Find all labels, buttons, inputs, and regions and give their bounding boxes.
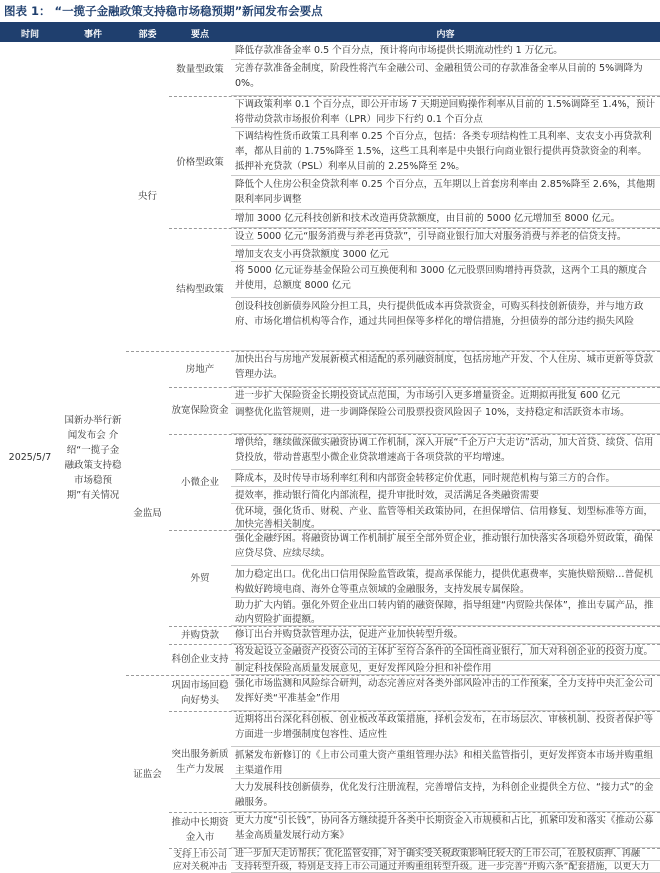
header-point: 要点 — [190, 29, 209, 40]
point-insurance-funds: 放宽保险资金 — [171, 405, 229, 416]
point-structural-policy: 结构型政策 — [176, 284, 224, 295]
header-time: 时间 — [20, 29, 39, 40]
content-line: 加快出台与房地产发展新模式相适配的系列融资制度，包括房地产开发、个人住房、城市更新等贷款管理办法。 — [231, 351, 660, 387]
content-line: 下调政策利率 0.1 个百分点，即公开市场 7 天期逆回购操作利率从目前的 1.5%调降至 1.4%，预计将带动贷款市场报价利率（LPR）同步下行约 0.1 个百分点 — [231, 96, 660, 128]
header-content: 内容 — [436, 29, 455, 40]
point-small-business: 小微企业 — [180, 476, 219, 488]
point-long-term-funds: 推动中长期资金入市 — [171, 817, 229, 843]
content-line: 增加 3000 亿元科技创新和技术改造再贷款额度，由目前的 5000 亿元增加至 8000 亿元。 — [231, 210, 660, 228]
content-line: 增供给，继续做深做实融资协调工作机制，深入开展“千企万户大走访”活动，加大首贷、续贷、信用贷投放，带动普惠型小微企业贷款增速高于各项贷款的平均增速。 — [231, 434, 660, 470]
content-line: 创设科技创新债券风险分担工具，央行提供低成本再贷款资金，可购买科技创新债券，并与地方政府、市场化增信机构等合作，通过共同担保等多样化的增信措施，分担债券的部分违约损失风险 — [231, 298, 660, 351]
content-line: 将 5000 亿元证券基金保险公司互换便利和 3000 亿元股票回购增持再贷款，这两个工具的额度合并使用，总额度 8000 亿元 — [231, 262, 660, 298]
figure-title: “一揽子金融政策支持稳市场稳预期”新闻发布会要点 — [54, 4, 323, 18]
content-line: 设立 5000 亿元“服务消费与养老再贷款”，引导商业银行加大对服务消费与养老的信贷支持。 — [231, 228, 660, 246]
content-line: 更大力度“引长钱”，协同各方继续提升各类中长期资金入市规模和占比，抓紧印发和落实《推动公募基金高质量发展行动方案》 — [231, 812, 660, 848]
content-line: 完善存款准备金制度，阶段性将汽车金融公司、金融租赁公司的存款准备金率从目前的 5%调降为 0%。 — [231, 60, 660, 96]
content-line: 制定科技保险高质量发展意见，更好发挥风险分担和补偿作用 — [231, 661, 660, 675]
policy-table — [0, 42, 660, 873]
content-line: 降低个人住房公积金贷款利率 0.25 个百分点，五年期以上首套房利率由 2.85%降至 2.6%，其他期限利率同步调整 — [231, 176, 660, 210]
content-line: 提效率，推动银行简化内部流程，提升审批时效，灵活满足各类融资需要 — [231, 487, 660, 504]
figure-title-bar — [0, 0, 660, 24]
point-tariff-response: 支持上市公司应对关税冲击 — [172, 849, 227, 872]
table-header — [0, 24, 660, 42]
content-line: 降低存款准备金率 0.5 个百分点，预计将向市场提供长期流动性约 1 万亿元。 — [231, 42, 660, 60]
header-dept: 部委 — [138, 29, 157, 40]
content-line: 将发起设立金融资产投资公司的主体扩至符合条件的全国性商业银行，加大对科创企业的投资力度。 — [231, 644, 660, 661]
point-ma-loans: 并购贷款 — [180, 629, 219, 641]
header-event: 事件 — [83, 29, 102, 40]
content-line: 抓紧发布新修订的《上市公司重大资产重组管理办法》和相关监管指引，更好发挥资本市场并购重组主渠道作用 — [231, 747, 660, 779]
point-tech-support: 科创企业支持 — [171, 654, 229, 665]
figure-label: 图表 1： — [4, 4, 51, 18]
content-line: 支持转型升级，特别是支持上市公司通过并购重组转型升级。进一步完善“并购六条”配套措施，以更大力 — [231, 861, 660, 873]
content-line: 降成本，及时传导市场利率红利和内部资金转移定价优惠，同时规范机构与第三方的合作。 — [231, 470, 660, 487]
dept-csrc: 证监会 — [133, 768, 162, 780]
event-cell: 国新办举行新闻发布会 介绍“一揽子金融政策支持稳市场稳预期”有关情况 — [64, 414, 122, 501]
point-market-stability: 巩固市场回稳向好势头 — [171, 680, 229, 706]
content-line: 调整优化监管规则，进一步调降保险公司股票投资风险因子 10%，支持稳定和活跃资本市场。 — [231, 404, 660, 434]
content-line: 修订出台并购贷款管理办法，促进产业加快转型升级。 — [231, 626, 660, 644]
content-line: 助力扩大内销。强化外贸企业出口转内销的融资保障，指导组建“内贸险共保体”，推出专属产品，推动内贸险扩面提额。 — [231, 598, 660, 626]
dept-pboc: 央行 — [137, 191, 157, 202]
time-cell: 2025/5/7 — [8, 452, 52, 463]
content-line: 大力发展科技创新债券，优化发行注册流程，完善增信支持，为科创企业提供全方位、“接力式”的金融服务。 — [231, 779, 660, 812]
content-line: 进一步扩大保险资金长期投资试点范围，为市场引入更多增量资金。近期拟再批复 600 亿元 — [231, 387, 660, 404]
content-line: 下调结构性货币政策工具利率 0.25 个百分点，包括：各类专项结构性工具利率、支农支小再贷款利率，都从目前的 1.75%降至 1.5%，这些工具利率是中央银行向商业银行提供再贷款资金的利率。抵押补充贷款（PSL）利率从目前的 2.25%降至 2%。 — [231, 128, 660, 176]
dept-nfra: 金监局 — [133, 507, 162, 519]
point-new-productivity: 突出服务新质生产力发展 — [171, 748, 229, 775]
point-price-policy: 价格型政策 — [176, 156, 224, 168]
point-foreign-trade: 外贸 — [190, 572, 210, 584]
content-line: 强化金融纾困。将融资协调工作机制扩展至全部外贸企业，推动银行加快落实各项稳外贸政策，确保应贷尽贷、应续尽续。 — [231, 530, 660, 566]
content-line: 近期将出台深化科创板、创业板改革政策措施，择机会发布，在市场层次、审核机制、投资者保护等方面进一步增强制度包容性、适应性 — [231, 711, 660, 747]
content-line: 进一步加大走访帮扶；优化监管安排，对于确实受关税政策影响比较大的上市公司，在股权质押、再融 — [231, 848, 660, 861]
content-line: 加力稳定出口。优化出口信用保险监管政策，提高承保能力，提供优惠费率，实施快赔预赔…普促机构做好跨境电商、海外仓等重点领域的金融服务，支持发展专属保险。 — [231, 566, 660, 598]
point-quantity-policy: 数量型政策 — [176, 63, 224, 75]
content-line: 强化市场监测和风险综合研判，动态完善应对各类外部风险冲击的工作预案，全力支持中央汇金公司发挥好类“平准基金”作用 — [231, 675, 660, 711]
content-line: 优环境，强化货币、财税、产业、监管等相关政策协同，在担保增信、信用修复、划型标准等方面，加快完善相关制度。 — [231, 504, 660, 530]
content-line: 增加支农支小再贷款额度 3000 亿元 — [231, 246, 660, 262]
point-real-estate: 房地产 — [185, 363, 215, 375]
